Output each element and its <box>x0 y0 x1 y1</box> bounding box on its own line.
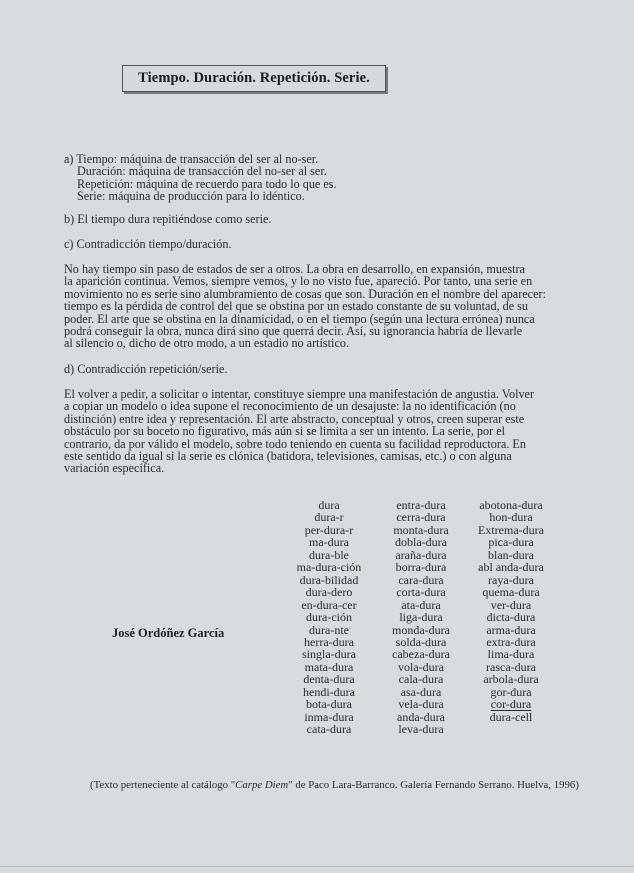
poem-word: Extrema-dura <box>478 522 544 537</box>
poem-word: cor-dura <box>490 697 532 712</box>
poem-word: leva-dura <box>398 722 444 737</box>
poem-word: anda-dura <box>397 709 445 724</box>
poem-word: ata-dura <box>401 597 441 612</box>
paragraph-c-line: la aparición continua. Vemos, siempre vemos, y lo no visto fue, apareció. Por tanto, una serie en <box>64 274 533 289</box>
paragraph-d-line: este sentido da igual si la serie es clónica (batidora, televisiones, camisas, etc.) o con alguna <box>64 449 512 464</box>
poem-word: dura-bilidad <box>299 572 359 587</box>
poem-word: corta-dura <box>396 585 446 600</box>
paragraph-c <box>64 263 548 350</box>
poem-word: inma-dura <box>304 709 354 724</box>
poem-word: ma-dura-ción <box>296 560 362 575</box>
poem-word: dura-ción <box>306 610 352 625</box>
paragraph-c-line: poder. El arte que se obstina en la dinamicidad, o en el tiempo (según una lectura errónea) nunca <box>64 311 535 326</box>
poem-word: arbola-dura <box>483 672 539 687</box>
section-b-text: b) El tiempo dura repitiéndose como serie. <box>64 212 272 226</box>
poem-word: cara-dura <box>398 572 444 587</box>
poem-word: dura-r <box>314 510 344 525</box>
author-name: José Ordóñez García <box>112 626 225 640</box>
poem-word: cala-dura <box>398 672 444 687</box>
poem-word: en-dura-cer <box>301 597 357 612</box>
section-a-line: Duración: máquina de transacción del no-ser al ser. <box>77 164 327 179</box>
section-a-line: Serie: máquina de producción para lo idéntico. <box>77 189 305 204</box>
poem-word: singla-dura <box>302 647 356 662</box>
paragraph-d-line: contrario, da por válido el modelo, sobre todo teniendo en cuenta su facilidad reproductora. En <box>64 436 526 451</box>
poem-word: ver-dura <box>490 597 532 612</box>
poem-word: monta-dura <box>393 522 449 537</box>
poem-word: vela-dura <box>398 697 444 712</box>
poem-word: hendi-dura <box>303 684 355 699</box>
section-a <box>64 153 337 203</box>
poem-word: cerra-dura <box>396 510 446 525</box>
footer-text-after: " de Paco Lara-Barranco. Galería Fernando Serrano. Huelva, 1996) <box>288 779 579 791</box>
section-a-line: Repetición: máquina de recuerdo para todo lo que es. <box>77 176 337 191</box>
bottom-edge-line <box>0 866 634 867</box>
paragraph-d-line: a copiar un modelo o idea supone el reconocimiento de un desajuste: la no identificación (no <box>64 399 516 414</box>
paragraph-d-line: distinción) entre idea y representación. El arte abstracto, conceptual y otros, creen superar este <box>64 411 525 426</box>
poem-column-3 <box>451 499 571 723</box>
poem-word: liga-dura <box>399 610 443 625</box>
poem-word: herra-dura <box>304 634 354 649</box>
poem-word: abotona-dura <box>479 498 543 512</box>
poem-word: dura-dero <box>305 585 353 600</box>
poem-word: gor-dura <box>490 684 532 699</box>
poem-word: per-dura-r <box>304 522 354 537</box>
poem-word: bota-dura <box>306 697 352 712</box>
poem-word: dura-nte <box>309 622 349 637</box>
poem-word: denta-dura <box>303 672 355 687</box>
poem-word: quema-dura <box>482 585 540 600</box>
paragraph-c-line: movimiento no es serie sino alumbramiento de cosas que son. Duración en el nombre del aparecer: <box>64 286 546 301</box>
poem-word: dura-ble <box>309 547 349 562</box>
poem-word: dicta-dura <box>486 610 536 625</box>
poem-word: dobla-dura <box>395 535 447 550</box>
paragraph-c-line: tiempo es la pérdida de control del que se obstina por un estado constante de su voluntad, de su <box>64 299 529 314</box>
poem-word: arma-dura <box>486 622 536 637</box>
paragraph-c-line: al silencio o, dicho de otro modo, a un estadio no artístico. <box>64 336 349 351</box>
poem-word: asa-dura <box>400 684 442 699</box>
poem-word: vola-dura <box>398 659 444 674</box>
footer-citation <box>90 779 579 791</box>
poem-word: hon-dura <box>489 510 533 525</box>
poem-word: cabeza-dura <box>392 647 450 662</box>
poem-word: solda-dura <box>395 634 447 649</box>
title-box <box>122 65 386 92</box>
poem-word: blan-dura <box>488 547 534 562</box>
poem-word: lima-dura <box>487 647 535 662</box>
paragraph-d-line: El volver a pedir, a solicitar o intentar, constituye siempre una manifestación de angustia. Volver <box>64 387 535 401</box>
poem-word: raya-dura <box>488 572 534 587</box>
footer-text-before: (Texto perteneciente al catálogo " <box>90 779 236 791</box>
paragraph-d-line: variación específica. <box>64 461 165 476</box>
poem-word: cata-dura <box>306 722 352 737</box>
poem-word: araña-dura <box>395 547 447 562</box>
paragraph-d-line: obstáculo por su boceto no figurativo, más aún si se limita a ser un intento. La serie, por el <box>64 424 506 439</box>
section-c-heading <box>64 238 232 250</box>
poem-word: entra-dura <box>396 498 446 512</box>
section-d-heading-text: d) Contradicción repetición/serie. <box>64 362 228 376</box>
poem-word: dura-cell <box>489 709 533 724</box>
page-title: Tiempo. Duración. Repetición. Serie. <box>138 70 370 86</box>
paragraph-c-line: No hay tiempo sin paso de estados de ser a otros. La obra en desarrollo, en expansión, muestra <box>64 262 525 276</box>
poem-word: abl anda-dura <box>478 560 544 575</box>
paragraph-d <box>64 388 548 475</box>
section-b <box>64 213 271 225</box>
poem-word: monda-dura <box>392 622 450 637</box>
poem-word: pica-dura <box>488 535 534 550</box>
section-d-heading <box>64 363 227 375</box>
poem-word: mata-dura <box>304 659 354 674</box>
poem-word: dura <box>318 498 340 512</box>
paragraph-c-line: podrá conseguir la obra, nunca dirá sino que querrá decir. Así, su ignorancia habría de llevarle <box>64 324 523 339</box>
poem-word: extra-dura <box>486 634 536 649</box>
poem-word: borra-dura <box>395 560 447 575</box>
section-c-heading-text: c) Contradicción tiempo/duración. <box>64 237 232 251</box>
section-a-line: a) Tiempo: máquina de transacción del ser al no-ser. <box>64 152 319 166</box>
poem-word: ma-dura <box>309 535 349 550</box>
poem-word: rasca-dura <box>486 659 536 674</box>
footer-catalog-title: Carpe Diem <box>235 779 289 791</box>
